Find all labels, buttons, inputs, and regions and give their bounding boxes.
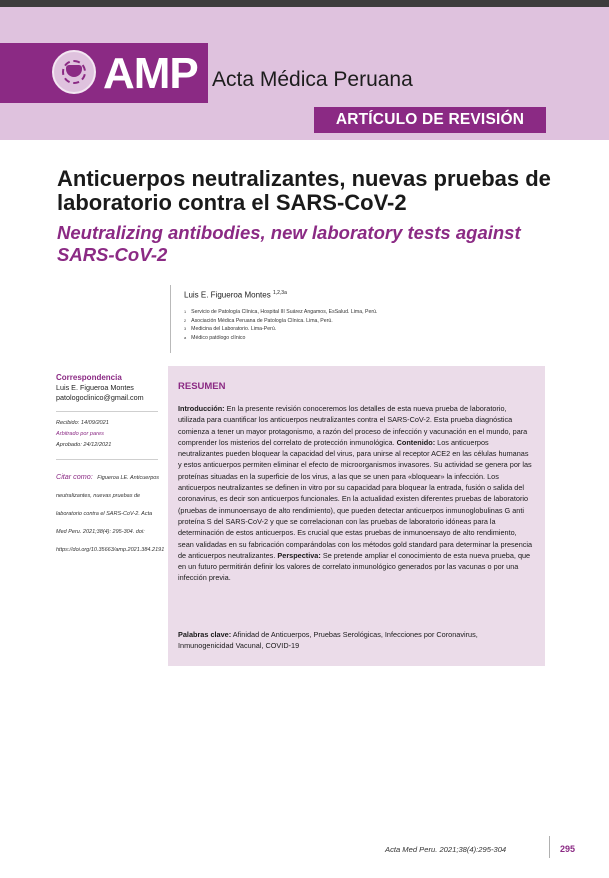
journal-seal-icon <box>52 50 96 94</box>
intro-text: En la presente revisión conoceremos los detalles de esta nueva prueba de laboratorio, utilizada para cuantificar los anticuerpos neutralizantes contra el SARS-CoV-2. Esta prueba diagnóstica comienza a tener un mayor protagonismo, a razón del proceso de infección y vacunación en el mundo, para comprender los misterios del correlato de protección inmunológica. <box>178 404 528 447</box>
content-text: Los anticuerpos neutralizantes pueden bloquear la capacidad del virus, para unirse al receptor ACE2 en las células humanas y estos anticuerpos permiten eliminar el efecto de microorganismos invasores. Su actividad se genera por las proteínas situadas en la superficie de los virus, a las que se unen para «bloquear» la infección. Los anticuerpos neutralizantes se definen in vitro por su capacidad para bloquear la entrada, fusión o salida del coronavirus, es decir son anticuerpos funcionales. En la actualidad existen diferentes pruebas de laboratorio (pruebas de inmunoensayo de alto rendimiento), que pueden detectar anticuerpos inmunoglobulinas G anti proteína S del SARS-CoV-2 y que se correlacionan con las pruebas de laboratorio idóneas para la determinación de estos anticuerpos. Es crucial que estas pruebas de inmunoensayo de alto rendimiento, sean validadas en su fabricación comparándolas con los métodos gold standard para determinar la presencia de anticuerpos neutralizantes. <box>178 437 533 560</box>
cite-text[interactable]: Figueroa LE. Anticuerpos neutralizantes, nuevas pruebas de laboratorio contra el SARS-CoV-2. Acta Med Peru. 2021;38(4): 295-304. doi: https://doi.org/10.35663/amp.2021.384.2191 <box>56 475 165 553</box>
perspective-text: Se pretende ampliar el conocimiento de esta nueva prueba, que en un futuro permitirán definir los valores de correlato inmunológico generados por las vacunas o por una infección previa. <box>178 550 531 583</box>
received-date: Recibido: 14/09/2021 <box>56 420 109 426</box>
affiliation-list <box>184 308 377 342</box>
author-affiliation-marks: 1,2,3a <box>272 290 287 296</box>
affiliation-item: $^3$ Medicina del Laboratorio. Lima-Perú. <box>184 326 277 333</box>
approved-date: Aprobado: 24/12/2021 <box>56 442 112 448</box>
abstract-body <box>178 403 534 584</box>
affiliation-item: $^a$ Médico patólogo clínico <box>184 334 246 341</box>
keywords <box>178 629 534 652</box>
article-title-spanish: Anticuerpos neutralizantes, nuevas pruebas de laboratorio contra el SARS-CoV-2 <box>57 166 551 215</box>
abstract-heading: RESUMEN <box>178 381 226 392</box>
intro-label: Introducción: <box>178 404 225 413</box>
footer-divider <box>549 836 550 858</box>
correspondence-label: Correspondencia <box>56 373 122 382</box>
keywords-label: Palabras clave: <box>178 630 232 639</box>
correspondence-email[interactable]: patologoclinico@gmail.com <box>56 393 144 402</box>
author-name: Luis E. Figueroa Montes <box>184 290 271 300</box>
content-label: Contenido: <box>396 437 436 447</box>
sidebar-divider <box>56 459 158 460</box>
top-strip <box>0 0 609 7</box>
keywords-text: Afinidad de Anticuerpos, Pruebas Serológicas, Infecciones por Coronavirus, Inmunogenicidad Vacunal, COVID-19 <box>178 630 478 651</box>
affiliation-item: $^1$ Servicio de Patología Clínica, Hospital III Suárez Angamos, EsSalud. Lima, Perú. <box>184 309 378 315</box>
peer-review-note: Arbitrado por pares <box>56 431 104 437</box>
citation-block <box>56 466 165 556</box>
article-title-english: Neutralizing antibodies, new laboratory tests against SARS-CoV-2 <box>57 222 521 265</box>
affiliation-item: $^2$ Asociación Médica Peruana de Patología Clínica. Lima, Perú. <box>184 317 333 324</box>
author-divider <box>170 285 171 353</box>
sidebar-divider <box>56 411 158 412</box>
author-line <box>184 290 287 300</box>
journal-name: Acta Médica Peruana <box>212 68 413 91</box>
journal-logo-text: AMP <box>103 49 198 98</box>
footer-citation: Acta Med Peru. 2021;38(4):295-304 <box>385 845 507 854</box>
sidebar-info <box>56 373 165 556</box>
cite-label: Citar como: <box>56 472 93 481</box>
page-number: 295 <box>560 844 576 854</box>
perspective-label: Perspectiva: <box>277 550 321 560</box>
section-badge: ARTÍCULO DE REVISIÓN <box>314 107 546 133</box>
correspondence-name: Luis E. Figueroa Montes <box>56 383 134 392</box>
